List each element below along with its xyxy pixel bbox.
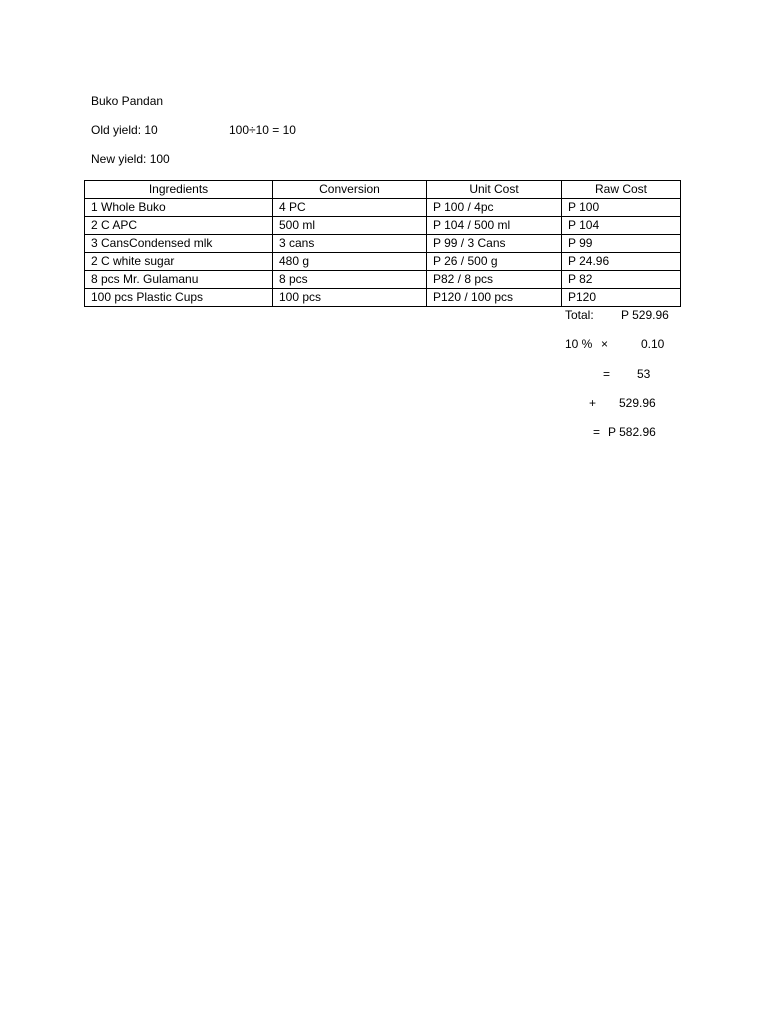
header-ingredients: Ingredients <box>85 181 273 199</box>
unit-cost-cell: P 99 / 3 Cans <box>427 235 562 253</box>
conversion-cell: 4 PC <box>273 199 427 217</box>
ingredient-cell: 100 pcs Plastic Cups <box>85 289 273 307</box>
old-yield-text: Old yield: 10 <box>91 123 158 137</box>
table-body <box>85 199 681 307</box>
table-row <box>85 289 681 307</box>
conversion-cell: 100 pcs <box>273 289 427 307</box>
header-unit-cost: Unit Cost <box>427 181 562 199</box>
conversion-cell: 480 g <box>273 253 427 271</box>
ingredients-table <box>84 180 681 307</box>
plus-value: 529.96 <box>619 396 656 410</box>
conversion-cell: 500 ml <box>273 217 427 235</box>
unit-cost-cell: P 104 / 500 ml <box>427 217 562 235</box>
unit-cost-cell: P 100 / 4pc <box>427 199 562 217</box>
final-price-value: P 582.96 <box>608 425 656 439</box>
raw-cost-cell: P 100 <box>562 199 681 217</box>
table-row <box>85 235 681 253</box>
table-row <box>85 253 681 271</box>
table-header <box>85 181 681 199</box>
raw-cost-cell: P 99 <box>562 235 681 253</box>
ingredient-cell: 1 Whole Buko <box>85 199 273 217</box>
raw-cost-cell: P 104 <box>562 217 681 235</box>
unit-cost-cell: P82 / 8 pcs <box>427 271 562 289</box>
ingredient-cell: 2 C white sugar <box>85 253 273 271</box>
multiply-sign: × <box>601 337 609 351</box>
header-conversion: Conversion <box>273 181 427 199</box>
raw-cost-cell: P 24.96 <box>562 253 681 271</box>
markup-value: 53 <box>637 367 651 381</box>
equals-sign-2: = <box>593 425 601 439</box>
table-row <box>85 199 681 217</box>
raw-cost-cell: P 82 <box>562 271 681 289</box>
raw-cost-cell: P120 <box>562 289 681 307</box>
table-row <box>85 217 681 235</box>
equals-sign-1: = <box>603 367 611 381</box>
plus-sign: + <box>589 396 597 410</box>
table-row <box>85 271 681 289</box>
yield-formula-text: 100÷10 = 10 <box>229 123 296 137</box>
percent-factor: 0.10 <box>641 337 665 351</box>
conversion-cell: 3 cans <box>273 235 427 253</box>
ingredient-cell: 2 C APC <box>85 217 273 235</box>
total-label: Total: <box>565 308 594 322</box>
percent-label: 10 % <box>565 337 593 351</box>
header-raw-cost: Raw Cost <box>562 181 681 199</box>
ingredient-cell: 3 CansCondensed mlk <box>85 235 273 253</box>
ingredient-cell: 8 pcs Mr. Gulamanu <box>85 271 273 289</box>
total-value: P 529.96 <box>621 308 669 322</box>
conversion-cell: 8 pcs <box>273 271 427 289</box>
unit-cost-cell: P 26 / 500 g <box>427 253 562 271</box>
document-title: Buko Pandan <box>91 94 164 108</box>
table-header-row <box>85 181 681 199</box>
new-yield-text: New yield: 100 <box>91 152 170 166</box>
unit-cost-cell: P120 / 100 pcs <box>427 289 562 307</box>
